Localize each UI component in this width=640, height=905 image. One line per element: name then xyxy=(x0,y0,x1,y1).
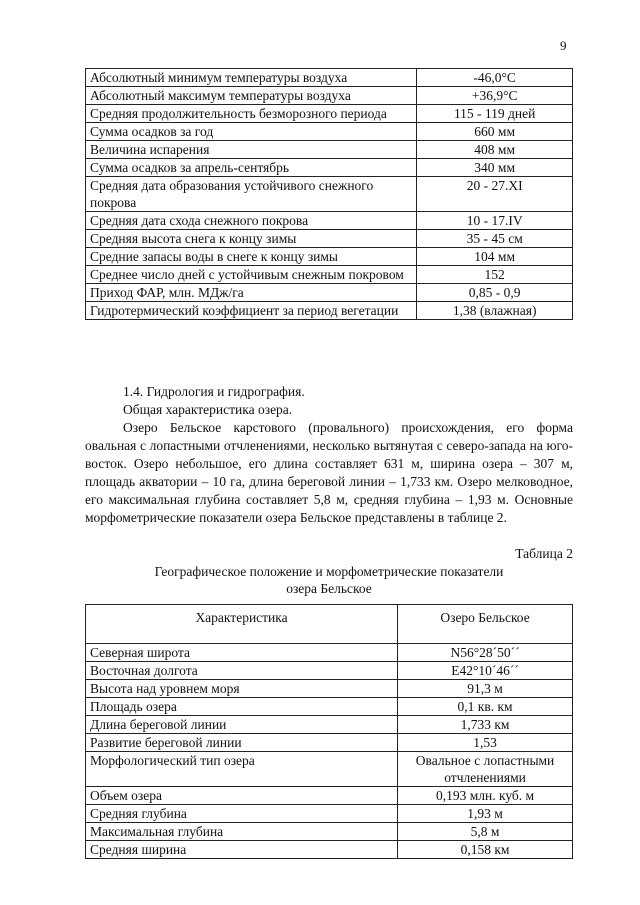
row-label: Величина испарения xyxy=(86,141,417,159)
row-label: Площадь озера xyxy=(86,698,398,716)
row-value: 1,38 (влажная) xyxy=(417,302,573,320)
row-label: Восточная долгота xyxy=(86,662,398,680)
table-row xyxy=(86,284,573,302)
row-value: 35 - 45 см xyxy=(417,230,573,248)
table-row xyxy=(86,87,573,105)
table2-caption-line1: Географическое положение и морфометрические показатели xyxy=(154,564,504,579)
row-value: 408 мм xyxy=(417,141,573,159)
table-row xyxy=(86,662,573,680)
row-label: Максимальная глубина xyxy=(86,823,398,841)
row-label: Среднее число дней с устойчивым снежным покровом xyxy=(86,266,417,284)
row-label: Северная широта xyxy=(86,644,398,662)
row-value: 1,733 км xyxy=(398,716,573,734)
row-label: Средняя дата схода снежного покрова xyxy=(86,212,417,230)
row-label: Высота над уровнем моря xyxy=(86,680,398,698)
row-value: 1,53 xyxy=(398,734,573,752)
table2-number-label: Таблица 2 xyxy=(515,546,573,561)
section-heading: 1.4. Гидрология и гидрография. xyxy=(123,384,305,399)
row-label: Сумма осадков за апрель-сентябрь xyxy=(86,159,417,177)
row-label: Длина береговой линии xyxy=(86,716,398,734)
table2-caption-line2: озера Бельское xyxy=(286,581,372,596)
morphometry-table xyxy=(85,604,573,859)
section-subheading: Общая характеристика озера. xyxy=(123,402,293,417)
table-row xyxy=(86,248,573,266)
table-row xyxy=(86,123,573,141)
table-row xyxy=(86,787,573,805)
table-row xyxy=(86,230,573,248)
table-row xyxy=(86,302,573,320)
page-number: 9 xyxy=(560,38,567,53)
table-row xyxy=(86,159,573,177)
table-row xyxy=(86,805,573,823)
header-characteristic: Характеристика xyxy=(86,605,398,644)
row-label: Средняя продолжительность безморозного периода xyxy=(86,105,417,123)
header-lake: Озеро Бельское xyxy=(398,605,573,644)
table-row xyxy=(86,212,573,230)
row-value: 0,193 млн. куб. м xyxy=(398,787,573,805)
row-value: 10 - 17.IV xyxy=(417,212,573,230)
row-value: -46,0°C xyxy=(417,69,573,87)
row-label: Приход ФАР, млн. МДж/га xyxy=(86,284,417,302)
row-label: Средняя глубина xyxy=(86,805,398,823)
table-row xyxy=(86,644,573,662)
row-value: +36,9°C xyxy=(417,87,573,105)
table-row xyxy=(86,69,573,87)
row-value: Овальное с лопастными отчленениями xyxy=(398,752,573,787)
table-row xyxy=(86,716,573,734)
table-row xyxy=(86,698,573,716)
table-row xyxy=(86,105,573,123)
climate-table xyxy=(85,68,573,320)
row-value: 340 мм xyxy=(417,159,573,177)
row-value: E42°10´46´´ xyxy=(398,662,573,680)
table-row xyxy=(86,823,573,841)
row-value: 0,85 - 0,9 xyxy=(417,284,573,302)
row-label: Средняя ширина xyxy=(86,841,398,859)
row-value: 0,1 кв. км xyxy=(398,698,573,716)
table-row xyxy=(86,752,573,787)
row-label: Морфологический тип озера xyxy=(86,752,398,787)
row-value: 1,93 м xyxy=(398,805,573,823)
table-row xyxy=(86,177,573,212)
row-label: Средняя высота снега к концу зимы xyxy=(86,230,417,248)
row-label: Развитие береговой линии xyxy=(86,734,398,752)
row-value: 115 - 119 дней xyxy=(417,105,573,123)
row-label: Объем озера xyxy=(86,787,398,805)
table-header-row xyxy=(86,605,573,644)
section-paragraph: Озеро Бельское карстового (провального) происхождения, его форма овальная с лопастными отчленениями, несколько вытянутая с северо-запада на юго-восток. Озеро небольшое, его длина составляет 631 м, ширина озера – 307 м, площадь акватории – 10 га, длина береговой линии – 1,733 км. Озеро мелководное, его максимальная глубина составляет 5,8 м, средняя глубина – 1,93 м. Основные морфометрические показатели озера Бельское представлены в таблице 2. xyxy=(85,420,573,525)
row-label: Абсолютный минимум температуры воздуха xyxy=(86,69,417,87)
row-value: 104 мм xyxy=(417,248,573,266)
row-label: Абсолютный максимум температуры воздуха xyxy=(86,87,417,105)
table-row xyxy=(86,680,573,698)
row-value: 660 мм xyxy=(417,123,573,141)
row-value: 0,158 км xyxy=(398,841,573,859)
row-label: Средняя дата образования устойчивого снежного покрова xyxy=(86,177,417,212)
row-value: 152 xyxy=(417,266,573,284)
row-label: Гидротермический коэффициент за период вегетации xyxy=(86,302,417,320)
row-value: 91,3 м xyxy=(398,680,573,698)
table-row xyxy=(86,841,573,859)
table-row xyxy=(86,266,573,284)
row-label: Средние запасы воды в снеге к концу зимы xyxy=(86,248,417,266)
row-value: 5,8 м xyxy=(398,823,573,841)
row-value: N56°28´50´´ xyxy=(398,644,573,662)
row-label: Сумма осадков за год xyxy=(86,123,417,141)
table-row xyxy=(86,734,573,752)
table-row xyxy=(86,141,573,159)
row-value: 20 - 27.XI xyxy=(417,177,573,212)
